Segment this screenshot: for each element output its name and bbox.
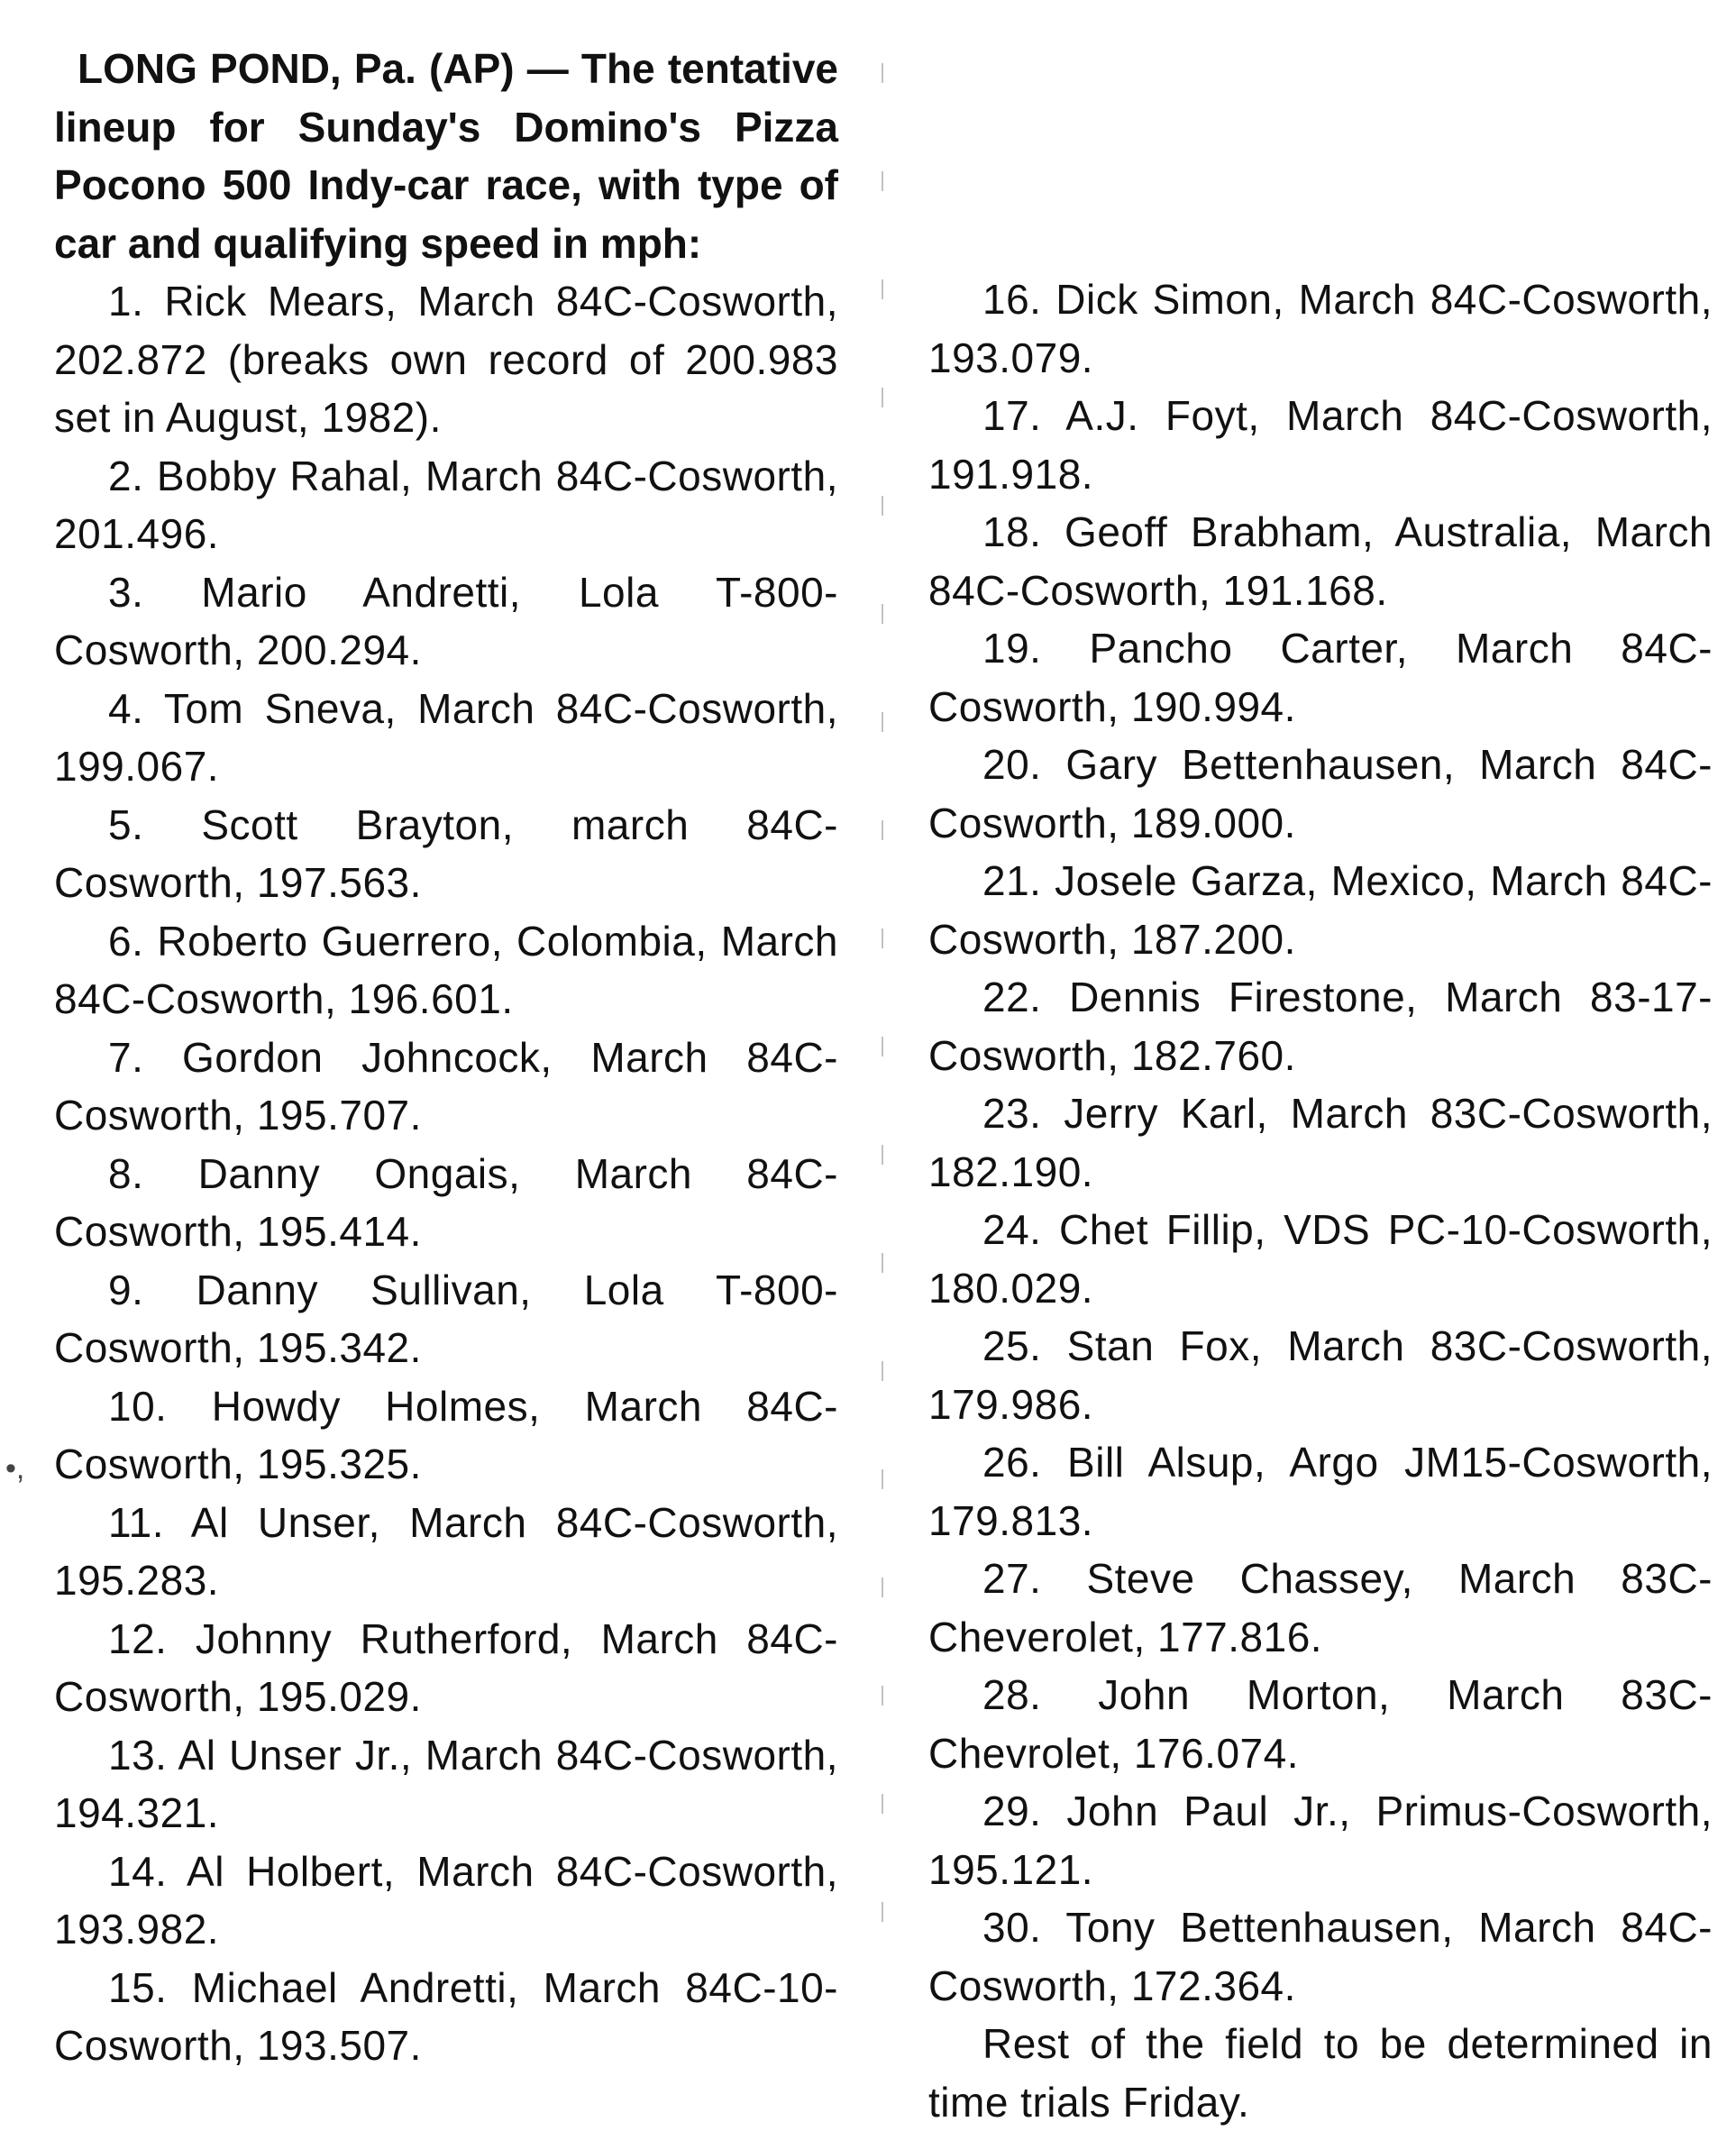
- lineup-entry: 19. Pancho Carter, March 84C-Cosworth, 190.994.: [928, 625, 1713, 730]
- lineup-entry: 15. Michael Andretti, March 84C-10-Cosworth, 193.507.: [54, 1963, 838, 2069]
- lineup-entry: 4. Tom Sneva, March 84C-Cosworth, 199.067.: [54, 684, 838, 790]
- lineup-entry: 11. Al Unser, March 84C-Cosworth, 195.283.: [54, 1498, 838, 1604]
- lineup-entry: 17. A.J. Foyt, March 84C-Cosworth, 191.918.: [928, 392, 1713, 498]
- lineup-entry: 26. Bill Alsup, Argo JM15-Cosworth, 179.813.: [928, 1439, 1713, 1544]
- lineup-entry: 21. Josele Garza, Mexico, March 84C-Cosworth, 187.200.: [928, 857, 1713, 963]
- lineup-entry: 5. Scott Brayton, march 84C-Cosworth, 197.563.: [54, 800, 838, 906]
- lineup-entry: 20. Gary Bettenhausen, March 84C-Cosworth, 189.000.: [928, 741, 1713, 846]
- lineup-entry: 16. Dick Simon, March 84C-Cosworth, 193.079.: [928, 276, 1713, 381]
- lineup-entry: 12. Johnny Rutherford, March 84C-Cosworth, 195.029.: [54, 1614, 838, 1720]
- lineup-entry: 6. Roberto Guerrero, Colombia, March 84C-Cosworth, 196.601.: [54, 917, 838, 1022]
- right-column: [928, 270, 1713, 2131]
- left-column: [54, 40, 838, 2075]
- lineup-entry: 14. Al Holbert, March 84C-Cosworth, 193.982.: [54, 1847, 838, 1953]
- lineup-entry: 10. Howdy Holmes, March 84C-Cosworth, 195.325.: [54, 1382, 838, 1487]
- stray-print-marks: •,: [5, 1451, 25, 1486]
- lineup-entry: 13. Al Unser Jr., March 84C-Cosworth, 194.321.: [54, 1731, 838, 1836]
- closing-note: Rest of the field to be determined in time trials Friday.: [928, 2020, 1713, 2126]
- lineup-entry: 27. Steve Chassey, March 83C-Cheverolet, 177.816.: [928, 1555, 1713, 1660]
- column-divider: [882, 63, 883, 2001]
- lineup-entry: 7. Gordon Johncock, March 84C-Cosworth, 195.707.: [54, 1033, 838, 1139]
- lead-paragraph: LONG POND, Pa. (AP) — The tentative lineup for Sunday's Domino's Pizza Pocono 500 Indy-car race, with type of car and qualifying speed in mph:: [54, 45, 838, 267]
- lineup-entry: 2. Bobby Rahal, March 84C-Cosworth, 201.496.: [54, 452, 838, 557]
- lineup-entry: 8. Danny Ongais, March 84C-Cosworth, 195.414.: [54, 1149, 838, 1255]
- lineup-entry: 29. John Paul Jr., Primus-Cosworth, 195.121.: [928, 1788, 1713, 1893]
- lineup-entry: 28. John Morton, March 83C-Chevrolet, 176.074.: [928, 1671, 1713, 1777]
- lineup-entry: 30. Tony Bettenhausen, March 84C-Cosworth, 172.364.: [928, 1904, 1713, 2009]
- lineup-entry: 3. Mario Andretti, Lola T-800-Cosworth, 200.294.: [54, 568, 838, 673]
- lineup-entry: 24. Chet Fillip, VDS PC-10-Cosworth, 180.029.: [928, 1206, 1713, 1312]
- lineup-entry: 9. Danny Sullivan, Lola T-800-Cosworth, 195.342.: [54, 1266, 838, 1371]
- lineup-entry: 18. Geoff Brabham, Australia, March 84C-Cosworth, 191.168.: [928, 508, 1713, 614]
- lineup-entry: 25. Stan Fox, March 83C-Cosworth, 179.986.: [928, 1322, 1713, 1428]
- lineup-entry: 23. Jerry Karl, March 83C-Cosworth, 182.190.: [928, 1090, 1713, 1195]
- lineup-entry: 22. Dennis Firestone, March 83-17-Cosworth, 182.760.: [928, 974, 1713, 1079]
- lineup-entry: 1. Rick Mears, March 84C-Cosworth, 202.872 (breaks own record of 200.983 set in August, 1982).: [54, 278, 838, 441]
